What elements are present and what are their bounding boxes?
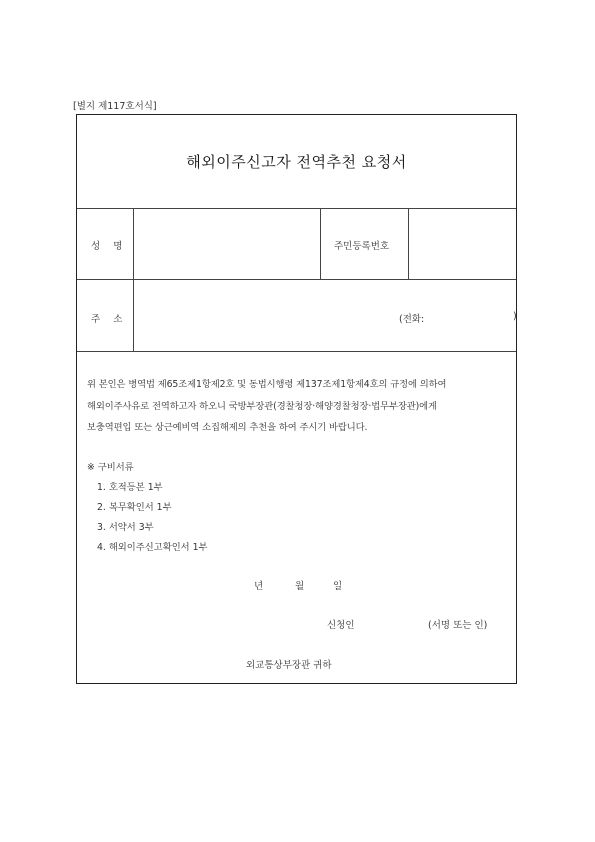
document-item: 3. 서약서 3부 [97, 522, 154, 533]
request-form [76, 114, 517, 684]
resident-number-label: 주민등록번호 [334, 241, 390, 252]
name-field[interactable] [135, 209, 319, 278]
document-item: 2. 복무확인서 1부 [97, 502, 172, 513]
body-line: 해외이주사유로 전역하고자 하오니 국방부장관(경찰청장·해양경찰청장·법무부장관)에게 [87, 401, 437, 412]
phone-field[interactable] [434, 305, 510, 325]
form-title: 해외이주신고자 전역추천 요청서 [186, 153, 407, 171]
address-label: 주 소 [91, 314, 123, 325]
recipient: 외교통상부장관 귀하 [246, 660, 332, 671]
signature-label: (서명 또는 인) [428, 620, 488, 631]
divider [77, 279, 516, 280]
divider [133, 208, 134, 351]
divider [408, 208, 409, 279]
document-item: 4. 해외이주신고확인서 1부 [97, 542, 208, 553]
phone-label: (전화: [399, 314, 425, 325]
phone-close: ) [513, 311, 517, 322]
resident-number-field[interactable] [410, 209, 514, 278]
date-month: 월 [295, 581, 305, 592]
applicant-label: 신청인 [327, 620, 355, 631]
date-year: 년 [254, 581, 264, 592]
name-label: 성 명 [91, 241, 123, 252]
body-line: 위 본인은 병역법 제65조제1항제2호 및 동법시행령 제137조제1항제4호의 규정에 의하여 [87, 379, 447, 390]
form-number: [별지 제117호서식] [73, 101, 157, 112]
body-line: 보충역편입 또는 상근예비역 소집해제의 추천을 하여 주시기 바랍니다. [87, 422, 368, 433]
address-field[interactable] [135, 281, 395, 350]
divider [320, 208, 321, 279]
divider [77, 351, 516, 352]
documents-heading: ※ 구비서류 [87, 462, 134, 473]
date-day: 일 [333, 581, 343, 592]
document-item: 1. 호적등본 1부 [97, 482, 163, 493]
